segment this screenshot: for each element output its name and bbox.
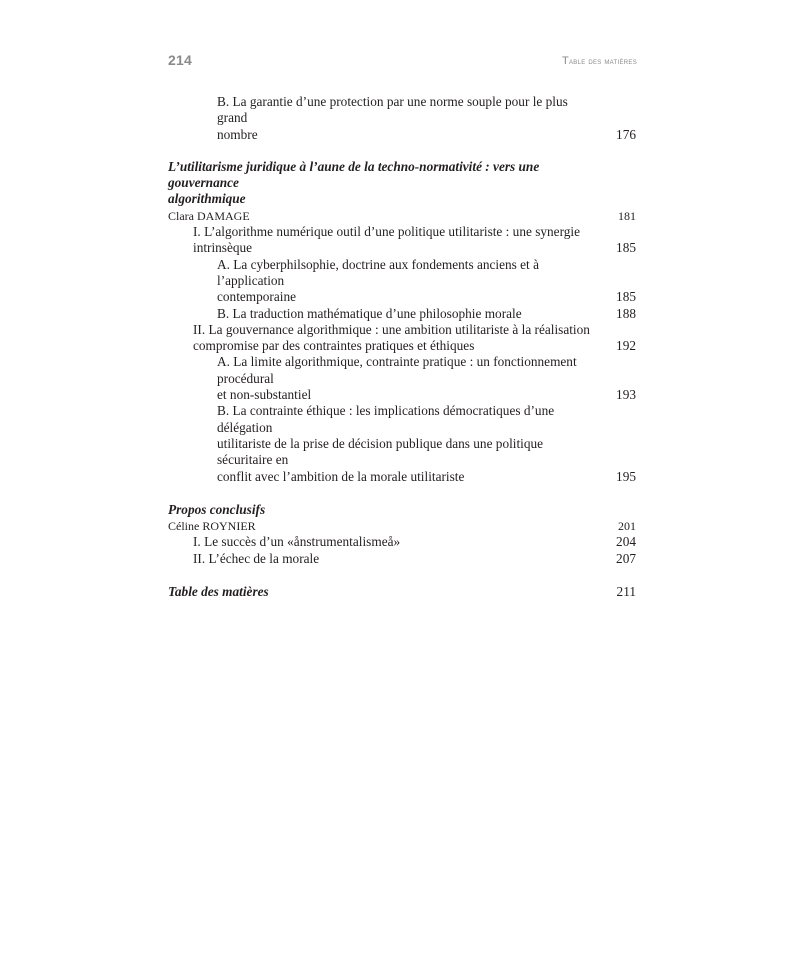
toc-entry-text: B. La garantie d’une protection par une norme souple pour le plus grand	[217, 94, 568, 126]
toc-entry-text-cont: intrinsèque	[193, 240, 253, 256]
toc-entry-protection-norme-souple[interactable]	[168, 94, 636, 143]
section-title-line: algorithmique	[168, 191, 246, 207]
section-title-line: L’utilitarisme juridique à l’aune de la techno-normativité : vers une gouvernance	[168, 158, 540, 191]
author-name: Clara DAMAGE	[168, 208, 250, 223]
toc-page-number: 207	[616, 550, 636, 566]
toc-entry-text: A. La limite algorithmique, contrainte pratique : un fonctionnement procédural	[217, 354, 577, 386]
toc-page-number: 185	[616, 240, 636, 256]
section-title-line: Table des matières	[168, 584, 269, 600]
toc-page-number: 185	[616, 289, 636, 305]
toc-entry-text-cont: nombre	[217, 126, 258, 142]
toc-entry-text-cont: et non-substantiel	[217, 387, 312, 403]
running-title	[562, 55, 637, 67]
toc-page-number: 192	[616, 338, 636, 354]
toc-entry-part-2[interactable]	[168, 322, 636, 355]
toc-entry-part-1-b[interactable]	[168, 306, 636, 322]
spacer	[168, 143, 636, 159]
toc-entry-text: B. La traduction mathématique d’une philosophie morale	[217, 305, 522, 321]
toc-author-celine-roynier[interactable]	[168, 518, 636, 534]
toc-entry-text: B. La contrainte éthique : les implications démocratiques d’une délégation	[217, 403, 555, 435]
section-title-line: Propos conclusifs	[168, 501, 266, 517]
page-number: 214	[168, 52, 192, 68]
toc-author-clara-damage[interactable]	[168, 208, 636, 224]
toc-entry-text-cont: contemporaine	[217, 289, 297, 305]
toc-page-number: 193	[616, 387, 636, 403]
toc-page-number: 204	[616, 534, 636, 550]
toc-page-number: 201	[618, 519, 636, 534]
toc-section-table-des-matieres[interactable]	[168, 584, 636, 600]
running-title-initial: T	[561, 55, 569, 67]
running-title-rest: able des matières	[568, 56, 637, 66]
toc-page-number: 195	[616, 468, 636, 484]
toc-entry-part-2-a[interactable]	[168, 354, 636, 403]
toc-entry-echec-morale[interactable]	[168, 551, 636, 567]
toc-entry-text-cont: compromise par des contraintes pratiques et éthiques	[193, 338, 475, 354]
toc-section-utilitarisme[interactable]	[168, 159, 636, 208]
toc-entry-text: A. La cyberphilsophie, doctrine aux fondements anciens et à l’application	[217, 256, 539, 288]
toc-section-propos-conclusifs[interactable]	[168, 502, 636, 518]
toc-entry-text-cont: utilitariste de la prise de décision publique dans une politique sécuritaire en	[217, 435, 544, 468]
toc-entry-text: II. L’échec de la morale	[193, 550, 320, 566]
toc-page-number: 176	[616, 126, 636, 142]
toc-entry-text: II. La gouvernance algorithmique : une ambition utilitariste à la réalisation	[193, 321, 590, 337]
toc-entry-part-2-b[interactable]	[168, 403, 636, 484]
toc-page-number: 181	[618, 208, 636, 223]
toc-entry-part-1-a[interactable]	[168, 257, 636, 306]
toc-entry-text: I. L’algorithme numérique outil d’une politique utilitariste : une synergie	[193, 224, 581, 240]
toc-page-number: 211	[616, 584, 636, 600]
toc-page-number: 188	[616, 305, 636, 321]
toc-entry-text: I. Le succès d’un «ånstrumentalismeå»	[193, 534, 401, 550]
toc-entry-text-cont: conflit avec l’ambition de la morale utilitariste	[217, 468, 465, 484]
toc-entry-succes-instrumentalisme[interactable]	[168, 534, 636, 550]
author-name: Céline ROYNIER	[168, 519, 256, 534]
table-of-contents	[168, 94, 636, 600]
toc-entry-part-1[interactable]	[168, 224, 636, 257]
